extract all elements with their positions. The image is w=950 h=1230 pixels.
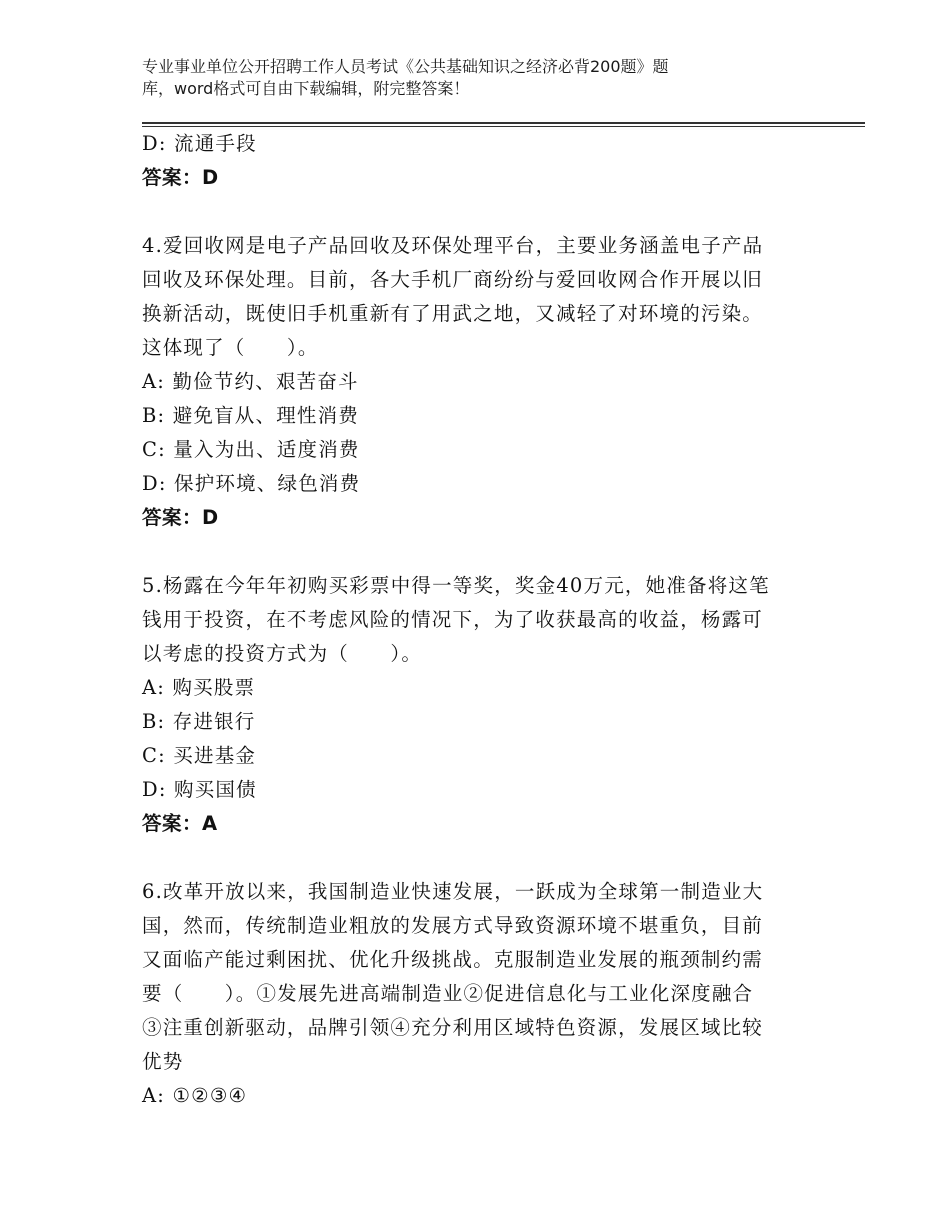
- option-a: A: ①②③④: [142, 1084, 248, 1107]
- document-header: [142, 56, 782, 100]
- option-d: D: 流通手段: [142, 132, 257, 155]
- answer: 答案：A: [142, 812, 218, 835]
- option-a: A: 购买股票: [142, 676, 256, 699]
- option-c: C: 买进基金: [142, 744, 257, 767]
- answer: 答案：D: [142, 506, 219, 529]
- stem-line: 要（ ）。①发展先进高端制造业②促进信息化与工业化深度融合: [142, 982, 754, 1005]
- document-body: [142, 127, 822, 1113]
- option-b: B: 存进银行: [142, 710, 256, 733]
- stem-line: 这体现了（ ）。: [142, 336, 319, 359]
- answer: 答案：D: [142, 166, 219, 189]
- stem-line: ③注重创新驱动，品牌引领④充分利用区域特色资源，发展区域比较: [142, 1016, 764, 1039]
- option-d: D: 保护环境、绿色消费: [142, 472, 361, 495]
- stem-line: 5.杨露在今年年初购买彩票中得一等奖，奖金40万元，她准备将这笔: [142, 574, 770, 597]
- option-b: B: 避免盲从、理性消费: [142, 404, 359, 427]
- option-a: A: 勤俭节约、艰苦奋斗: [142, 370, 359, 393]
- stem-line: 又面临产能过剩困扰、优化升级挑战。克服制造业发展的瓶颈制约需: [142, 948, 764, 971]
- question-stem: [142, 875, 822, 1079]
- question-stem: [142, 229, 822, 365]
- question-stem: [142, 569, 822, 671]
- header-title-line-2: 库，word格式可自由下载编辑，附完整答案！: [142, 79, 470, 98]
- option-c: C: 量入为出、适度消费: [142, 438, 360, 461]
- stem-line: 回收及环保处理。目前，各大手机厂商纷纷与爱回收网合作开展以旧: [142, 268, 764, 291]
- stem-line: 优势: [142, 1050, 184, 1073]
- header-title-line-1: 专业事业单位公开招聘工作人员考试《公共基础知识之经济必背200题》题: [142, 57, 669, 76]
- stem-line: 钱用于投资，在不考虑风险的情况下，为了收获最高的收益，杨露可: [142, 608, 764, 631]
- question-4: [142, 229, 822, 535]
- stem-line: 4.爱回收网是电子产品回收及环保处理平台，主要业务涵盖电子产品: [142, 234, 764, 257]
- stem-line: 换新活动，既使旧手机重新有了用武之地，又减轻了对环境的污染。: [142, 302, 764, 325]
- stem-line: 国，然而，传统制造业粗放的发展方式导致资源环境不堪重负，目前: [142, 914, 764, 937]
- question-5: [142, 569, 822, 841]
- option-d: D: 购买国债: [142, 778, 257, 801]
- header-divider-thick: [142, 122, 865, 124]
- stem-line: 6.改革开放以来，我国制造业快速发展，一跃成为全球第一制造业大: [142, 880, 764, 903]
- stem-line: 以考虑的投资方式为（ ）。: [142, 642, 423, 665]
- question-6: [142, 875, 822, 1113]
